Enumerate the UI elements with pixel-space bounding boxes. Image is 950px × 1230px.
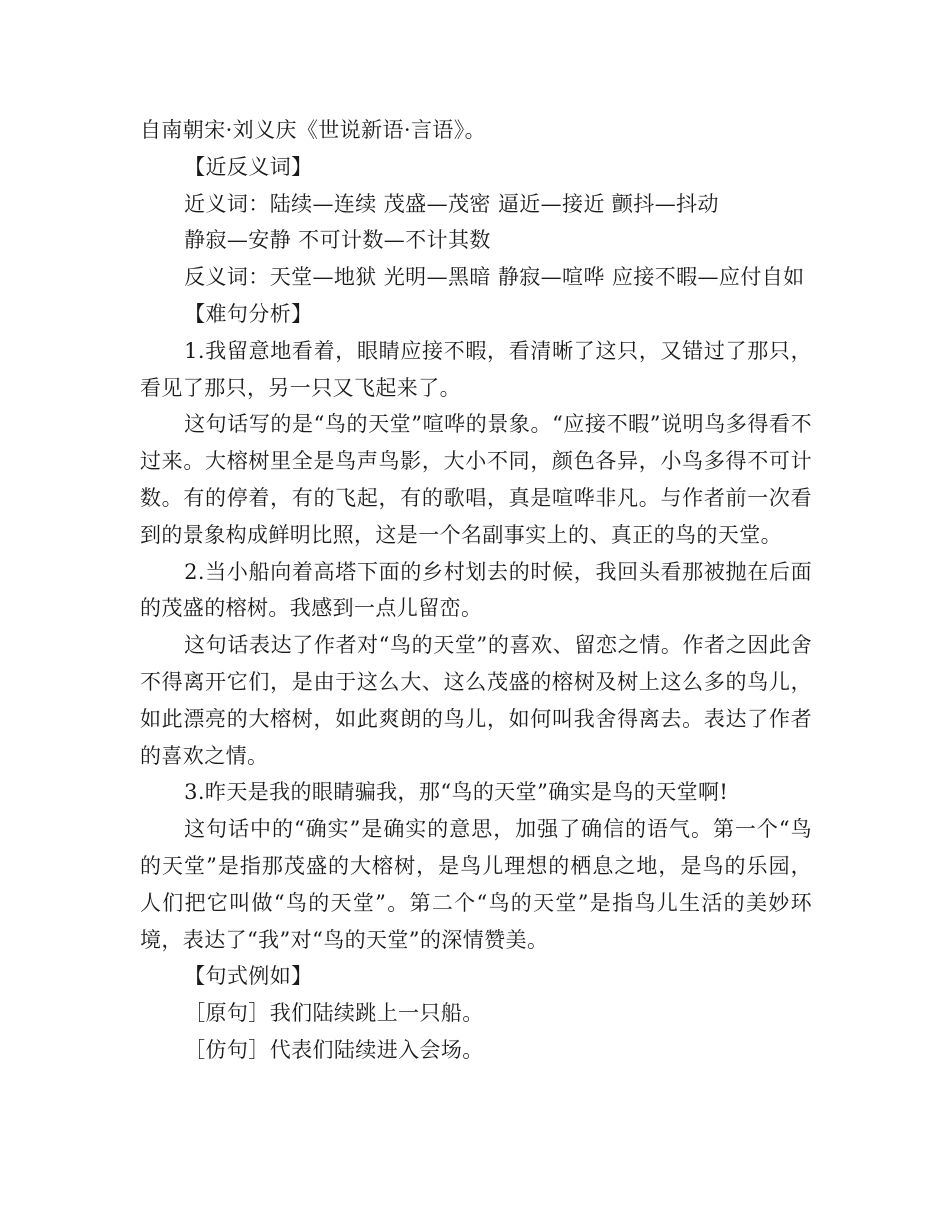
synonyms-line-continued: 静寂—安静 不可计数—不计其数: [184, 228, 491, 253]
difficult-sentence-1: 1.我留意地看着，眼睛应接不暇，看清晰了这只，又错过了那只，看见了那只，另一只又飞起来了。: [140, 338, 812, 400]
analysis-paragraph-1: 这句话写的是“鸟的天堂”喧哗的景象。“应接不暇”说明鸟多得看不过来。大榕树里全是鸟声鸟影，大小不同，颜色各异，小鸟多得不可计数。有的停着，有的飞起，有的歌唱，真是喧哗非凡。与作者前一次看到的景象构成鲜明比照，这是一个名副事实上的、真正的鸟的天堂。: [140, 412, 812, 547]
document-body: [140, 112, 812, 1069]
difficult-sentence-3: 3.昨天是我的眼睛骗我，那“鸟的天堂”确实是鸟的天堂啊!: [184, 780, 729, 805]
difficult-sentence-2: 2.当小船向着高塔下面的乡村划去的时候，我回头看那被抛在后面的茂盛的榕树。我感到一点儿留峦。: [140, 559, 812, 621]
original-sentence: ［原句］我们陆续跳上一只船。: [184, 1001, 484, 1026]
imitation-sentence: ［仿句］代表们陆续进入会场。: [184, 1037, 484, 1062]
section-heading-sentence-patterns: 【句式例如】: [184, 964, 313, 989]
antonyms-line: 反义词：天堂—地狱 光明—黑暗 静寂—喧哗 应接不暇—应付自如: [184, 265, 805, 290]
source-attribution: 自南朝宋·刘义庆《世说新语·言语》。: [140, 118, 487, 142]
analysis-paragraph-2: 这句话表达了作者对“鸟的天堂”的喜欢、留恋之情。作者之因此舍不得离开它们，是由于这么大、这么茂盛的榕树及树上这么多的鸟儿，如此漂亮的大榕树，如此爽朗的鸟儿，如何叫我舍得离去。表达了作者的喜欢之情。: [140, 633, 812, 768]
section-heading-difficult-sentences: 【难句分析】: [184, 301, 313, 326]
section-heading-synonyms-antonyms: 【近反义词】: [184, 154, 313, 179]
analysis-paragraph-3: 这句话中的“确实”是确实的意思，加强了确信的语气。第一个“鸟的天堂”是指那茂盛的大榕树，是鸟儿理想的栖息之地，是鸟的乐园，人们把它叫做“鸟的天堂”。第二个“鸟的天堂”是指鸟儿生活的美妙环境，表达了“我”对“鸟的天堂”的深情赞美。: [140, 817, 812, 952]
synonyms-line: 近义词：陆续—连续 茂盛—茂密 逼近—接近 颤抖—抖动: [184, 191, 719, 216]
